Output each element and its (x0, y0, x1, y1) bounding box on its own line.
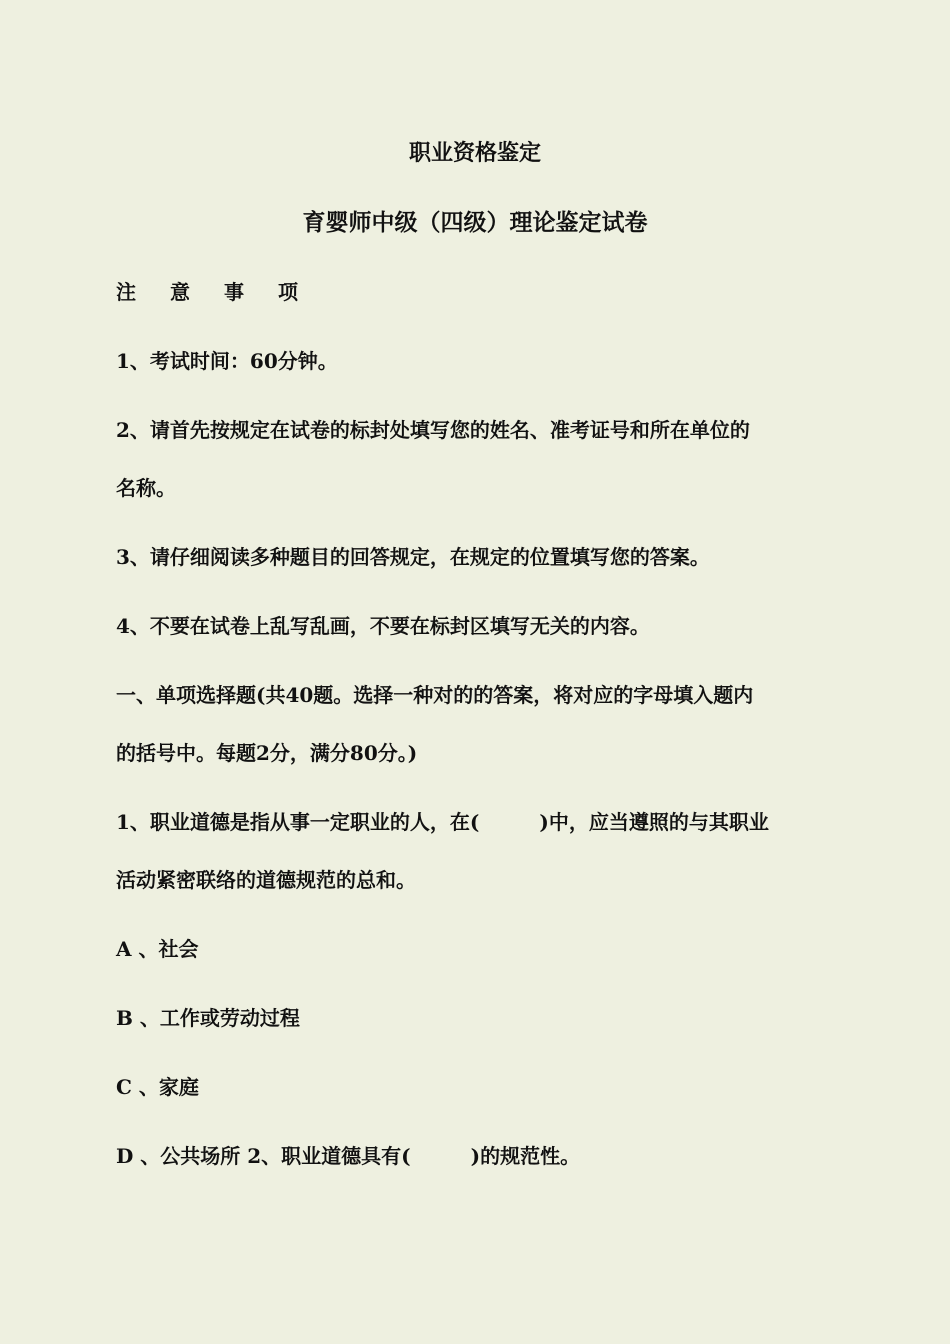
exam-title: 育婴师中级（四级）理论鉴定试卷 (302, 209, 648, 236)
option-c: C 、家庭 (116, 1075, 199, 1099)
document-title: 职业资格鉴定 (408, 140, 541, 166)
notice-item: 4、不要在试卷上乱写乱画，不要在标封区填写无关的内容。 (116, 614, 650, 638)
notice-item-continuation: 名称。 (116, 476, 176, 500)
question-text-continuation: 活动紧密联络的道德规范的总和。 (116, 868, 416, 892)
option-b: B 、工作或劳动过程 (116, 1006, 300, 1030)
notice-heading-char: 事 (224, 280, 244, 304)
notice-item: 3、请仔细阅读多种题目的回答规定，在规定的位置填写您的答案。 (116, 545, 710, 569)
notice-heading (116, 278, 836, 306)
option-d: D 、公共场所 2、职业道德具有( )的规范性。 (116, 1144, 581, 1168)
notice-item: 2、请首先按规定在试卷的标封处填写您的姓名、准考证号和所在单位的 (116, 418, 750, 442)
question-text: 1、职业道德是指从事一定职业的人，在( )中，应当遵照的与其职业 (116, 810, 769, 834)
notice-heading-char: 项 (278, 280, 298, 304)
notice-item: 1、考试时间：60分钟。 (116, 349, 338, 373)
option-a: A 、社会 (116, 937, 199, 961)
section-heading-continuation: 的括号中。每题2分，满分80分。) (116, 741, 418, 765)
notice-heading-char: 意 (170, 280, 190, 304)
notice-heading-char: 注 (116, 280, 136, 304)
section-heading: 一、单项选择题(共40题。选择一种对的的答案，将对应的字母填入题内 (116, 683, 754, 707)
